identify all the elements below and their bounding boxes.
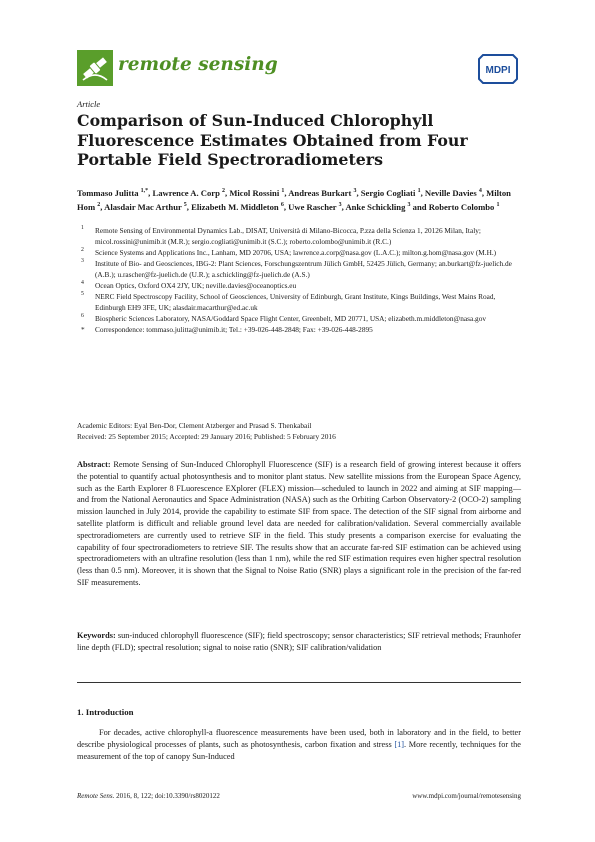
author-name: Alasdair Mac Arthur: [104, 201, 182, 212]
journal-logo: [77, 50, 377, 90]
intro-text-end: . More recently, techniques for the measurement of the top of canopy Sun-Induced: [77, 740, 521, 762]
author-name: Micol Rossini: [229, 187, 280, 198]
author-affiliation-mark: 2: [222, 188, 226, 194]
author-name: Neville Davies: [424, 187, 477, 198]
author-name: Sergio Cogliati: [360, 187, 416, 198]
affiliation-number: 1: [81, 225, 84, 231]
author-name: Uwe Rascher: [288, 201, 337, 212]
affiliation-text: Correspondence: tommaso.julitta@unimib.it; Tel.: +39-026-448-2848; Fax: +39-026-448-2895: [95, 325, 373, 334]
affiliation-text: Remote Sensing of Environmental Dynamics Lab., DISAT, Università di Milano-Bicocca, P.zza della Scienza 1, 20126 Milan, Italy; micol.rossini@unimib.it (M.R.); sergio.cogliati@unimib.it (S.C.); roberto.colombo@unimib.it (R.C.): [95, 226, 481, 246]
affiliation-number: 5: [81, 291, 84, 297]
abstract: [77, 459, 521, 589]
author-affiliation-mark: 2: [97, 201, 101, 208]
author-name: Elizabeth M. Middleton: [191, 201, 279, 212]
affiliation-text: Ocean Optics, Oxford OX4 2JY, UK; neville.davies@oceanoptics.eu: [95, 281, 297, 290]
author-affiliation-mark: 5: [183, 201, 187, 208]
mdpi-logo: [477, 53, 519, 85]
affiliation-list: [77, 225, 527, 335]
intro-text-start: For decades, active chlorophyll-a fluorescence measurements have been used, both in laboratory and in the field, to better describe physiological processes of plants, such as photosynthesis, carbon fixation and stress: [77, 728, 521, 750]
keywords-label: Keywords:: [77, 631, 116, 640]
author-list: Tommaso Julitta $^{1,*}$, Lawrence A. Corp $^2$, Micol Rossini $^1$, Andreas Burkart $^3$, Sergio Cogliati $^1$, Neville Davies $^4$, Milton Hom $^2$, Alasdair Mac Arthur $^5$, Elizabeth M. Middleton $^6$, Uwe Rascher $^3$, Anke Schickling $^3$ and Roberto Colombo $^1$: [77, 187, 511, 212]
author-name: Anke Schickling: [345, 201, 406, 212]
author-affiliation-mark: 3: [407, 201, 411, 208]
footer-journal-abbrev: Remote Sens.: [77, 792, 115, 800]
affiliation-number: 2: [81, 247, 84, 253]
affiliation-item: [77, 247, 527, 258]
footer-journal-url[interactable]: www.mdpi.com/journal/remotesensing: [412, 792, 521, 800]
affiliation-item: [77, 258, 527, 280]
author-name: Roberto Colombo: [428, 201, 495, 212]
section-divider: [77, 682, 521, 683]
author-affiliation-mark: 1,*: [140, 188, 149, 194]
footer-doi: 2016, 8, 122; doi:10.3390/rs8020122: [114, 792, 220, 800]
affiliation-number: 4: [81, 280, 84, 286]
affiliation-item: [77, 280, 527, 291]
author-affiliation-mark: 3: [353, 188, 357, 194]
affiliation-item: [77, 291, 527, 313]
author-name: Milton Hom: [77, 187, 511, 212]
author-affiliation-mark: 4: [478, 188, 482, 194]
citation-link[interactable]: [1]: [394, 740, 405, 750]
affiliation-number: 6: [81, 313, 84, 319]
introduction-paragraph: [77, 727, 521, 764]
author-affiliation-mark: 3: [338, 201, 342, 208]
article-type: Article: [77, 99, 101, 109]
author-affiliation-mark: 1: [417, 188, 421, 194]
keywords: [77, 630, 521, 654]
keywords-text: sun-induced chlorophyll fluorescence (SIF); field spectroscopy; sensor characteristics; SIF retrieval methods; Fraunhofer line depth (FLD); spectral resolution; signal to noise ratio (SNR); SIF calibration/validation: [77, 631, 521, 652]
affiliation-item: [77, 324, 527, 335]
author-name: Tommaso Julitta: [77, 187, 139, 198]
academic-editors: Academic Editors: Eyal Ben-Dor, Clement Atzberger and Prasad S. Thenkabail: [77, 421, 312, 430]
paper-title: Comparison of Sun-Induced Chlorophyll Fluorescence Estimates Obtained from Four Portable Field Spectroradiometers: [77, 111, 468, 169]
publication-dates: Received: 25 September 2015; Accepted: 29 January 2016; Published: 5 February 2016: [77, 432, 336, 441]
footer-citation: [77, 792, 220, 800]
author-name: Lawrence A. Corp: [152, 187, 220, 198]
author-affiliation-mark: 6: [280, 201, 284, 208]
affiliation-text: NERC Field Spectroscopy Facility, School of Geosciences, University of Edinburgh, Grant Institute, Kings Buildings, West Mains Road, Edinburgh EH9 3FE, UK; alasdair.macarthur@ed.ac.uk: [95, 292, 496, 312]
affiliation-item: [77, 313, 527, 324]
abstract-label: Abstract:: [77, 460, 111, 469]
mdpi-logo-text: MDPI: [485, 65, 511, 76]
affiliation-text: Institute of Bio- and Geosciences, IBG-2: Plant Sciences, Forschungszentrum Jülich GmbH, 52425 Jülich, Germany; an.burkart@fz-juelich.de (A.B.); u.rascher@fz-juelich.de (U.R.); a.schickling@fz-juelich.de (A.S.): [95, 259, 512, 279]
affiliation-number: 3: [81, 258, 84, 264]
abstract-text: Remote Sensing of Sun-Induced Chlorophyll Fluorescence (SIF) is a research field of growing interest because it offers the potential to quantify actual photosynthesis and to monitor plant status. New satellite missions from the European Space Agency, such as the Earth Explorer 8 FLuorescence EXplorer (FLEX) mission—scheduled to launch in 2022 and aiming at SIF mapping—and from the National Aeronautics and Space Administration (NASA) such as the Orbiting Carbon Observatory-2 (OCO-2) sampling mission launched in July 2014, provide the capability to estimate SIF from space. The detection of the SIF signal from airborne and satellite platform is difficult and reliable ground level data are needed for calibration/validation. Several commercially available spectroradiometers are currently used to retrieve SIF in the field. This study presents a comparison exercise for evaluating the capability of four spectroradiometers to retrieve SIF. The results show that an accurate far-red SIF estimation can be achieved using spectroradiometers with an ultrafine resolution (less than 1 nm), while the red SIF estimation requires even higher spectral resolution (less than 0.5 nm). Moreover, it is shown that the Signal to Noise Ratio (SNR) plays a significant role in the precision of the far-red SIF measurements.: [77, 460, 521, 587]
section-heading-introduction: 1. Introduction: [77, 707, 134, 717]
affiliation-item: [77, 225, 527, 247]
affiliation-number: *: [81, 325, 85, 334]
author-name: Andreas Burkart: [288, 187, 352, 198]
author-affiliation-mark: 1: [496, 201, 500, 208]
journal-name: remote sensing: [118, 54, 278, 75]
affiliation-text: Science Systems and Applications Inc., Lanham, MD 20706, USA; lawrence.a.corp@nasa.gov (L.A.C.); milton.g.hom@nasa.gov (M.H.): [95, 248, 497, 257]
author-affiliation-mark: 1: [281, 188, 285, 194]
satellite-icon: [77, 50, 113, 86]
affiliation-text: Biospheric Sciences Laboratory, NASA/Goddard Space Flight Center, Greenbelt, MD 20771, USA; elizabeth.m.middleton@nasa.gov: [95, 314, 486, 323]
